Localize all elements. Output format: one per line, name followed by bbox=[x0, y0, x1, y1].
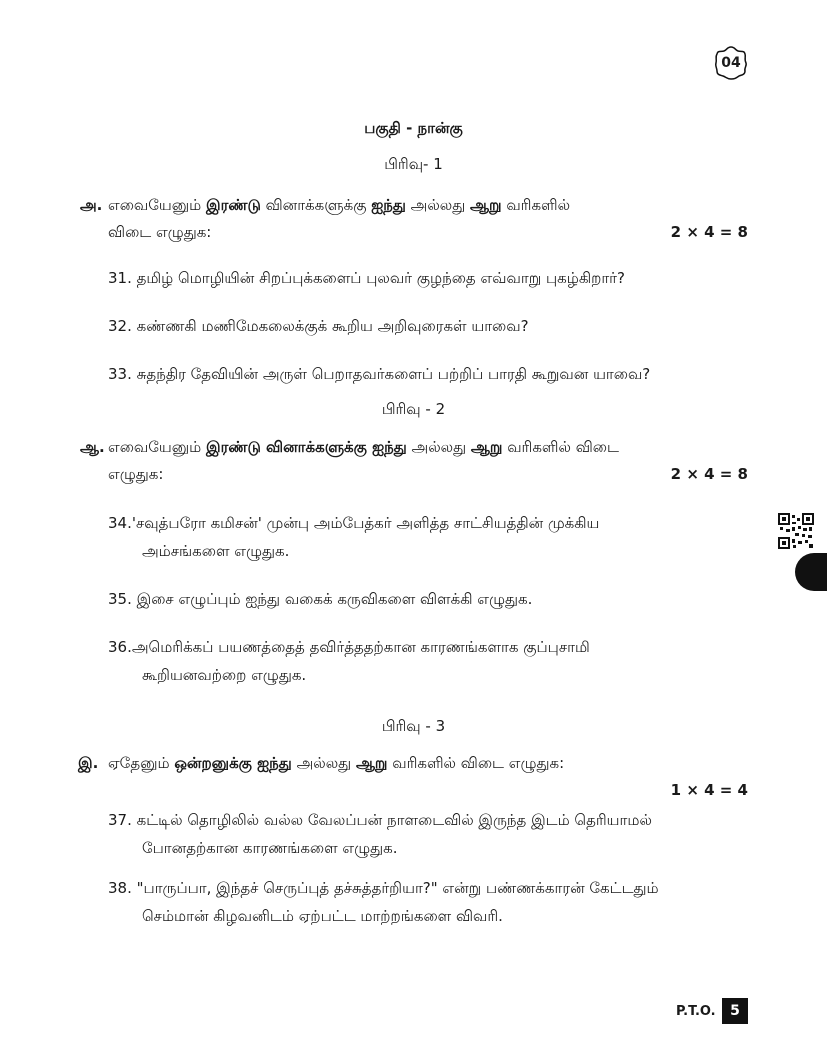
question-37: 37. கட்டில் தொழிலில் வல்ல வேலப்பன் நாளடைவில் இருந்த இடம் தெரியாமல் போனதற்கான காரணங்களை எழுதுக. bbox=[108, 811, 652, 857]
section-3-label: இ. bbox=[78, 754, 99, 772]
section-1-instruction-line2: விடை எழுதுக: 2 × 4 = 8 bbox=[108, 223, 748, 241]
question-32: 32. கண்ணகி மணிமேகலைக்குக் கூறிய அறிவுரைகள் யாவை? bbox=[108, 317, 529, 335]
page-number: 5 bbox=[722, 998, 748, 1024]
section-2-heading: பிரிவு - 2 bbox=[381, 400, 446, 418]
section-2-instruction-line2: எழுதுக: 2 × 4 = 8 bbox=[108, 465, 748, 483]
question-35: 35. இசை எழுப்பும் ஐந்து வகைக் கருவிகளை விளக்கி எழுதுக. bbox=[108, 590, 533, 608]
section-1-instruction: எவையேனும் இரண்டு வினாக்களுக்கு ஐந்து அல்லது ஆறு வரிகளில் bbox=[108, 196, 571, 214]
badge-number: 04 bbox=[721, 55, 741, 71]
section-2-label: ஆ. bbox=[80, 438, 105, 456]
section-1-marks: 2 × 4 = 8 bbox=[670, 223, 748, 241]
question-36: 36.அமெரிக்கப் பயணத்தைத் தவிர்த்ததற்கான காரணங்களாக குப்புசாமி கூறியனவற்றை எழுதுக. bbox=[108, 638, 590, 684]
section-3-heading: பிரிவு - 3 bbox=[381, 717, 446, 735]
section-1-label: அ. bbox=[80, 196, 103, 214]
section-2-instruction: எவையேனும் இரண்டு வினாக்களுக்கு ஐந்து அல்லது ஆறு வரிகளில் விடை bbox=[108, 438, 619, 456]
qr-code-icon bbox=[778, 513, 814, 549]
section-3-instruction: ஏதேனும் ஒன்றனுக்கு ஐந்து அல்லது ஆறு வரிகளில் விடை எழுதுக: bbox=[108, 754, 565, 772]
question-33: 33. சுதந்திர தேவியின் அருள் பெறாதவர்களைப் பற்றிப் பாரதி கூறுவன யாவை? bbox=[108, 365, 651, 383]
section-3-marks-row bbox=[108, 780, 748, 800]
part-title: பகுதி - நான்கு bbox=[364, 119, 463, 137]
section-1-heading: பிரிவு- 1 bbox=[384, 155, 443, 173]
question-34: 34.'சவுத்பரோ கமிசன்' முன்பு அம்பேத்கர் அளித்த சாட்சியத்தின் முக்கிய அம்சங்களை எழுதுக. bbox=[108, 514, 600, 560]
page-badge bbox=[713, 45, 749, 81]
side-tab-marker bbox=[795, 553, 827, 591]
question-38: 38. "பாருப்பா, இந்தச் செருப்புத் தச்சுத்தர்றியா?" என்று பண்ணக்காரன் கேட்டதும் செம்மான் கிழவனிடம் ஏற்பட்ட மாற்றங்களை விவரி. bbox=[108, 879, 659, 925]
question-31: 31. தமிழ் மொழியின் சிறப்புக்களைப் புலவர் குழந்தை எவ்வாறு புகழ்கிறார்? bbox=[108, 269, 625, 287]
section-3-marks: 1 × 4 = 4 bbox=[670, 781, 748, 799]
section-2-marks: 2 × 4 = 8 bbox=[670, 465, 748, 483]
pto-label: P.T.O. bbox=[676, 1004, 716, 1019]
